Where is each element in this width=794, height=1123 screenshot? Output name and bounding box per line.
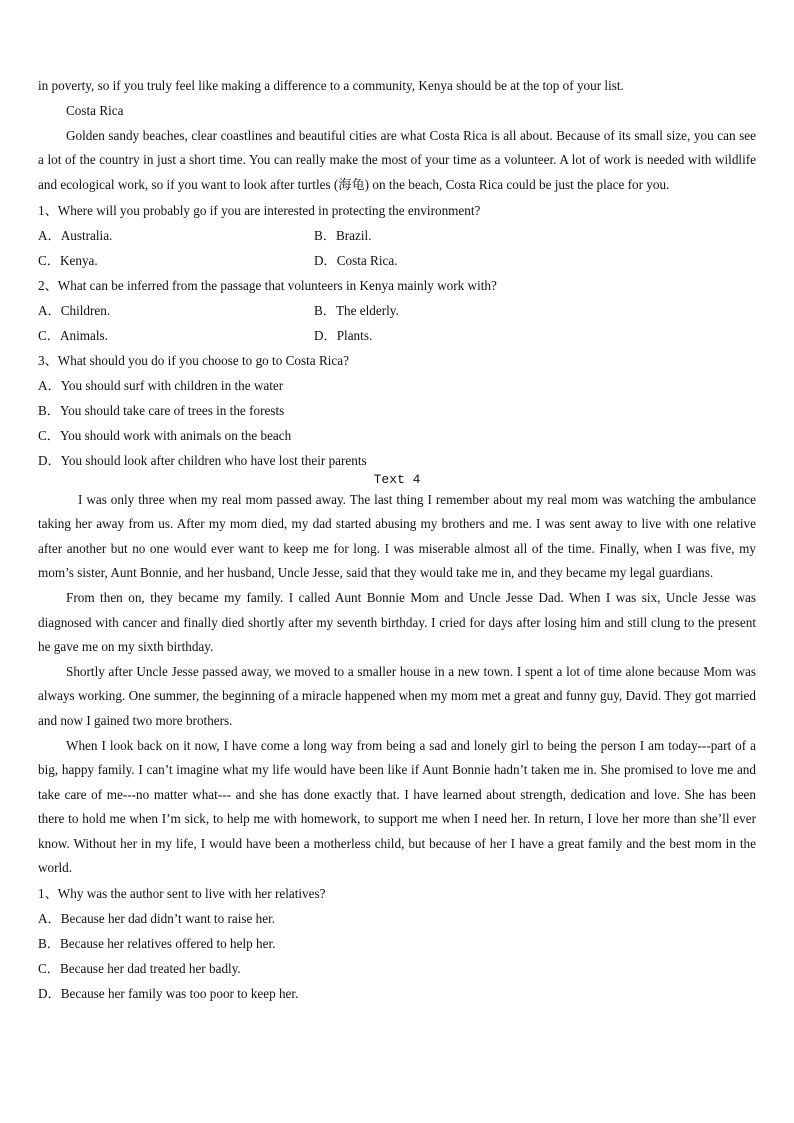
costa-rica-paragraph: Golden sandy beaches, clear coastlines and beautiful cities are what Costa Rica is all about. Because of its small size, you can see a lot of the country in just a short time. You can really make the most of your time as a volunteer. A lot of work is needed with wildlife and ecological work, so if you want to look after turtles (海龟) on the beach, Costa Rica could be just the place for you. (38, 127, 756, 192)
passage-paragraph: I was only three when my real mom passed away. The last thing I remember about my real mom was watching the ambulance taking her away from us. After my mom died, my dad started abusing my brothers and me. I was sent away to live with one relative after another but no one would ever want to keep me for long. I was miserable almost all of the time. Finally, when I was five, my mom’s sister, Aunt Bonnie, and her husband, Uncle Jesse, said that they would take me in, and they became my legal guardians. (38, 491, 756, 581)
option-row (38, 223, 756, 248)
option-d[interactable]: D．Plants. (314, 327, 373, 343)
option-d[interactable]: D．You should look after children who have lost their parents (38, 452, 367, 468)
option-d[interactable]: D．Because her family was too poor to keep her. (38, 986, 299, 1002)
question-stem: 1、Where will you probably go if you are interested in protecting the environment? (38, 202, 481, 218)
option-row (38, 323, 756, 348)
option-b[interactable]: B．The elderly. (314, 302, 399, 318)
option-c[interactable]: C．You should work with animals on the beach (38, 427, 292, 443)
passage-paragraph: Shortly after Uncle Jesse passed away, we moved to a smaller house in a new town. I spent a lot of time alone because Mom was always working. One summer, the beginning of a miracle happened when my mom met a great and funny guy, David. They got married and now I gained two more brothers. (38, 663, 756, 728)
option-b[interactable]: B．Brazil. (314, 227, 372, 243)
option-b[interactable]: B．Because her relatives offered to help her. (38, 936, 276, 952)
option-c[interactable]: C．Because her dad treated her badly. (38, 961, 241, 977)
option-row (38, 248, 756, 273)
question-stem: 2、What can be inferred from the passage that volunteers in Kenya mainly work with? (38, 277, 497, 293)
section-heading-costa-rica: Costa Rica (66, 102, 124, 118)
page-content (38, 74, 756, 1006)
option-a[interactable]: A．You should surf with children in the water (38, 377, 284, 393)
option-a[interactable]: A．Because her dad didn’t want to raise her. (38, 911, 276, 927)
passage-paragraph: When I look back on it now, I have come a long way from being a sad and lonely girl to being the person I am today---part of a big, happy family. I can’t imagine what my life would have been like if Aunt Bonnie hadn’t taken me in. She promised to love me and take care of me---no matter what--- and she has done exactly that. I have learned about strength, dedication and love. She has been there to hold me when I’m sick, to help me with homework, to support me when I need her. In return, I love her more than she’ll ever know. Without her in my life, I would have been a motherless child, but because of her I have a great family and the best mom in the world. (38, 737, 756, 876)
option-a[interactable]: A．Australia. (38, 227, 113, 243)
question-stem: 3、What should you do if you choose to go to Costa Rica? (38, 352, 349, 368)
option-a[interactable]: A．Children. (38, 302, 111, 318)
passage-continuation: in poverty, so if you truly feel like making a difference to a community, Kenya should be at the top of your list. (38, 78, 624, 93)
question-stem: 1、Why was the author sent to live with her relatives? (38, 886, 326, 902)
option-b[interactable]: B．You should take care of trees in the forests (38, 402, 285, 418)
option-d[interactable]: D．Costa Rica. (314, 252, 398, 268)
option-row (38, 298, 756, 323)
passage-title: Text 4 (373, 471, 421, 487)
option-c[interactable]: C．Animals. (38, 327, 108, 343)
option-c[interactable]: C．Kenya. (38, 252, 98, 268)
passage-paragraph: From then on, they became my family. I called Aunt Bonnie Mom and Uncle Jesse Dad. When I was six, Uncle Jesse was diagnosed with cancer and finally died shortly after my seventh birthday. I cried for days after losing him and still clung to the present he gave me on my sixth birthday. (38, 589, 756, 655)
